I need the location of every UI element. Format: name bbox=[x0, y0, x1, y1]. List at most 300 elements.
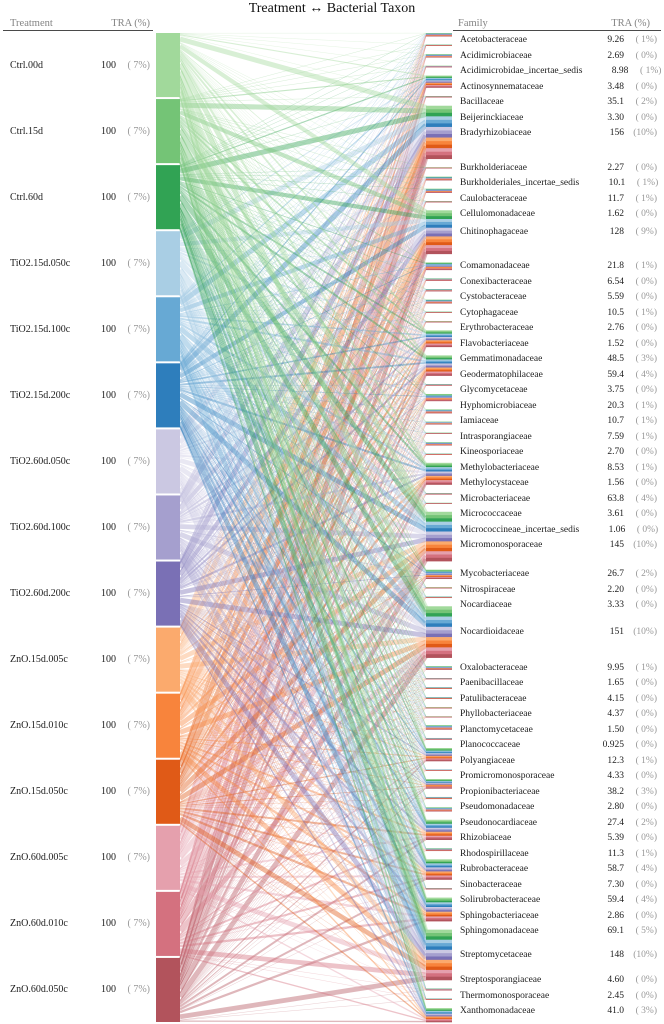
treatment-pct: ( 7%) bbox=[127, 654, 150, 666]
treatment-name: ZnO.60d.010c bbox=[10, 918, 68, 930]
treatment-node-bar bbox=[156, 628, 180, 692]
family-name: Conexibacteraceae bbox=[460, 276, 532, 287]
family-row bbox=[460, 894, 657, 906]
family-name: Cytophagaceae bbox=[460, 307, 519, 318]
family-name: Mycobacteriaceae bbox=[460, 569, 530, 580]
family-name: Oxalobacteraceae bbox=[460, 662, 528, 673]
family-node-segment bbox=[426, 630, 452, 634]
family-value: 9.95 bbox=[607, 662, 624, 673]
family-value: 69.1 bbox=[607, 926, 624, 937]
family-pct: ( 0%) bbox=[635, 584, 657, 595]
family-pct: ( 0%) bbox=[635, 724, 657, 735]
family-row bbox=[460, 755, 657, 767]
treatment-value: 100 bbox=[101, 984, 116, 996]
family-row bbox=[460, 369, 657, 381]
family-pct: ( 1%) bbox=[635, 462, 657, 473]
treatment-value: 100 bbox=[101, 125, 116, 137]
family-row bbox=[460, 584, 657, 596]
family-value: 1.65 bbox=[607, 678, 624, 689]
family-node-segment bbox=[426, 269, 452, 270]
family-node-segment bbox=[426, 127, 452, 131]
family-row bbox=[460, 708, 657, 720]
family-row bbox=[460, 801, 657, 813]
treatment-pct: ( 7%) bbox=[127, 918, 150, 930]
treatment-node-bar bbox=[156, 231, 180, 295]
treatment-name: ZnO.60d.005c bbox=[10, 852, 68, 864]
family-row bbox=[460, 322, 657, 334]
family-node-segment bbox=[426, 374, 452, 376]
family-row bbox=[460, 177, 657, 189]
family-node-segment bbox=[426, 57, 452, 58]
family-name: Thermomonosporaceae bbox=[460, 990, 550, 1001]
family-row bbox=[460, 34, 657, 46]
family-pct: ( 0%) bbox=[635, 50, 657, 61]
treatment-name: TiO2.15d.200c bbox=[10, 389, 71, 401]
family-row bbox=[460, 353, 657, 365]
family-row bbox=[460, 990, 657, 1002]
family-name: Methylocystaceae bbox=[460, 478, 529, 489]
family-node-segment bbox=[426, 963, 452, 967]
family-name: Chitinophagaceae bbox=[460, 227, 529, 238]
family-value: 2.45 bbox=[607, 990, 624, 1001]
family-pct: ( 0%) bbox=[635, 276, 657, 287]
family-name: Pseudonocardiaceae bbox=[460, 817, 538, 828]
family-name: Iamiaceae bbox=[460, 416, 499, 427]
family-value: 7.30 bbox=[607, 879, 624, 890]
family-row bbox=[460, 384, 657, 396]
family-pct: ( 1%) bbox=[635, 261, 657, 272]
family-node-segment bbox=[426, 545, 452, 549]
family-node-segment bbox=[426, 239, 452, 242]
family-value: 10.7 bbox=[607, 416, 624, 427]
family-pct: (10%) bbox=[633, 626, 657, 637]
family-name: Flavobacteriaceae bbox=[460, 338, 529, 349]
family-node-segment bbox=[426, 141, 452, 145]
family-name: Acidimicrobiaceae bbox=[460, 50, 532, 61]
family-pct: ( 0%) bbox=[635, 292, 657, 303]
family-node-segment bbox=[426, 36, 452, 37]
family-name: Burkholderiaceae bbox=[460, 162, 527, 173]
family-value: 3.48 bbox=[607, 81, 624, 92]
family-pct: ( 0%) bbox=[635, 693, 657, 704]
family-pct: ( 3%) bbox=[635, 1006, 657, 1016]
treatment-name: Ctrl.00d bbox=[10, 59, 44, 71]
treatment-row bbox=[10, 59, 150, 72]
treatment-node-bar bbox=[156, 892, 180, 956]
family-node-segment bbox=[426, 956, 452, 960]
family-pct: ( 1%) bbox=[635, 193, 657, 204]
family-node-segment bbox=[426, 120, 452, 124]
treatment-node-bar bbox=[156, 826, 180, 890]
family-node-segment bbox=[426, 610, 452, 614]
family-name: Actinosynnemataceae bbox=[460, 81, 544, 92]
treatment-node-bar bbox=[156, 562, 180, 626]
family-node-segment bbox=[426, 522, 452, 526]
family-pct: ( 4%) bbox=[635, 864, 657, 875]
family-value: 26.7 bbox=[607, 569, 624, 580]
family-node-segment bbox=[426, 555, 452, 559]
family-value: 2.86 bbox=[607, 910, 624, 921]
family-row bbox=[460, 81, 657, 93]
family-node-segment bbox=[426, 245, 452, 248]
family-pct: ( 0%) bbox=[635, 209, 657, 220]
family-value: 0.925 bbox=[602, 740, 624, 751]
family-pct: ( 4%) bbox=[635, 369, 657, 380]
family-value: 5.39 bbox=[607, 833, 624, 844]
family-name: Micrococcineae_incertae_sedis bbox=[460, 524, 580, 535]
family-value: 1.52 bbox=[607, 338, 624, 349]
family-node-segment bbox=[426, 138, 452, 142]
family-name: Planococcaceae bbox=[460, 740, 521, 751]
family-value: 1.62 bbox=[607, 209, 624, 220]
family-name: Planctomycetaceae bbox=[460, 724, 533, 735]
family-name: Paenibacillaceae bbox=[460, 678, 524, 689]
family-value: 12.3 bbox=[607, 755, 624, 766]
family-node-segment bbox=[426, 109, 452, 113]
family-row bbox=[460, 508, 657, 520]
family-row bbox=[460, 462, 657, 474]
family-row bbox=[460, 626, 657, 638]
family-node-segment bbox=[426, 943, 452, 947]
family-pct: ( 0%) bbox=[635, 600, 657, 611]
family-pct: ( 1%) bbox=[635, 431, 657, 442]
family-node-segment bbox=[426, 512, 452, 516]
family-value: 38.2 bbox=[607, 786, 624, 797]
family-row bbox=[460, 832, 657, 844]
treatment-row bbox=[10, 191, 150, 204]
family-row bbox=[460, 974, 657, 986]
treatment-row bbox=[10, 653, 150, 666]
flow-ribbon bbox=[180, 36, 426, 96]
family-row bbox=[460, 677, 657, 689]
family-value: 3.30 bbox=[607, 112, 624, 123]
family-node-segment bbox=[426, 180, 452, 181]
family-node-segment bbox=[426, 617, 452, 621]
flow-ribbon bbox=[180, 990, 426, 1020]
family-pct: ( 0%) bbox=[635, 910, 657, 921]
treatment-name: TiO2.60d.100c bbox=[10, 522, 71, 533]
treatment-value: 100 bbox=[101, 522, 116, 533]
family-node-segment bbox=[426, 967, 452, 971]
family-row bbox=[460, 739, 657, 751]
family-value: 58.7 bbox=[607, 864, 624, 875]
treatment-pct: ( 7%) bbox=[127, 522, 150, 533]
treatment-name: ZnO.15d.010c bbox=[10, 720, 68, 732]
treatment-name: TiO2.15d.100c bbox=[10, 323, 71, 335]
treatment-node-bar bbox=[156, 694, 180, 758]
family-node-segment bbox=[426, 940, 452, 944]
family-value: 10.5 bbox=[607, 307, 624, 318]
family-value: 3.75 bbox=[607, 385, 624, 396]
treatment-name: ZnO.15d.050c bbox=[10, 786, 68, 798]
family-row bbox=[460, 568, 657, 580]
family-node-segment bbox=[426, 623, 452, 627]
family-name: Phyllobacteriaceae bbox=[460, 709, 532, 720]
family-name: Streptomycetaceae bbox=[460, 949, 532, 960]
family-node-segment bbox=[426, 541, 452, 545]
family-node-segment bbox=[426, 788, 452, 789]
family-node-segment bbox=[426, 148, 452, 152]
family-row bbox=[460, 817, 657, 829]
family-value: 9.26 bbox=[607, 35, 624, 45]
treatment-pct: ( 7%) bbox=[127, 455, 150, 467]
family-node-segment bbox=[426, 878, 452, 880]
treatment-row bbox=[10, 851, 150, 864]
family-pct: ( 0%) bbox=[635, 990, 657, 1001]
family-pct: ( 1%) bbox=[635, 400, 657, 411]
family-node-segment bbox=[426, 641, 452, 645]
family-row bbox=[460, 400, 657, 412]
treatment-node-bar bbox=[156, 297, 180, 361]
family-node-segment bbox=[426, 548, 452, 552]
family-name: Hyphomicrobiaceae bbox=[460, 400, 537, 411]
family-node-segment bbox=[426, 960, 452, 964]
family-pct: ( 0%) bbox=[635, 447, 657, 458]
family-node-segment bbox=[426, 654, 452, 658]
family-row bbox=[460, 863, 657, 875]
family-pct: (10%) bbox=[633, 949, 657, 960]
treatment-row bbox=[10, 455, 150, 468]
family-name: Kineosporiaceae bbox=[460, 447, 524, 458]
family-node-segment bbox=[426, 551, 452, 555]
left-header-tra: TRA (%) bbox=[111, 18, 150, 29]
treatment-node-bar bbox=[156, 958, 180, 1022]
family-name: Geodermatophilaceae bbox=[460, 369, 543, 380]
family-value: 7.59 bbox=[607, 431, 624, 442]
treatment-pct: ( 7%) bbox=[127, 125, 150, 137]
family-name: Beijerinckiaceae bbox=[460, 112, 524, 123]
family-row bbox=[460, 276, 657, 288]
treatment-pct: ( 7%) bbox=[127, 389, 150, 401]
family-node-segment bbox=[426, 647, 452, 651]
family-name: Rhizobiaceae bbox=[460, 833, 512, 844]
family-name: Erythrobacteraceae bbox=[460, 323, 534, 334]
family-pct: ( 2%) bbox=[635, 97, 657, 107]
family-name: Cystobacteraceae bbox=[460, 292, 527, 303]
family-value: 27.4 bbox=[607, 817, 624, 828]
treatment-pct: ( 7%) bbox=[127, 984, 150, 996]
family-value: 11.3 bbox=[607, 848, 624, 859]
family-value: 6.54 bbox=[607, 276, 624, 287]
family-name: Micrococcaceae bbox=[460, 509, 522, 520]
family-node-segment bbox=[426, 613, 452, 617]
family-row bbox=[460, 910, 657, 922]
family-node-segment bbox=[426, 228, 452, 231]
family-node-segment bbox=[426, 87, 452, 88]
family-node-segment bbox=[426, 236, 452, 239]
family-row bbox=[460, 193, 657, 205]
family-row bbox=[460, 493, 657, 505]
family-node-segment bbox=[426, 216, 452, 219]
family-value: 1.06 bbox=[608, 524, 626, 535]
family-pct: ( 0%) bbox=[635, 879, 657, 890]
family-name: Sphingomonadaceae bbox=[460, 926, 539, 937]
family-pct: ( 1%) bbox=[640, 66, 662, 76]
family-name: Sphingobacteriaceae bbox=[460, 910, 539, 921]
family-value: 35.1 bbox=[607, 97, 624, 107]
family-node-segment bbox=[426, 303, 452, 304]
family-value: 156 bbox=[609, 128, 624, 138]
treatment-value: 100 bbox=[101, 786, 116, 798]
family-pct: ( 0%) bbox=[635, 338, 657, 349]
family-name: Microbacteriaceae bbox=[460, 493, 531, 504]
treatment-node-bar bbox=[156, 495, 180, 559]
flow-ribbon bbox=[180, 33, 426, 44]
family-name: Sinobacteraceae bbox=[460, 879, 522, 890]
family-node-segment bbox=[426, 116, 452, 120]
family-pct: ( 1%) bbox=[635, 307, 657, 318]
family-name: Bradyrhizobiaceae bbox=[460, 128, 532, 138]
family-pct: ( 0%) bbox=[635, 771, 657, 782]
family-value: 59.4 bbox=[607, 895, 624, 906]
family-row bbox=[460, 599, 657, 611]
family-value: 4.37 bbox=[607, 709, 624, 720]
family-value: 63.8 bbox=[607, 493, 624, 504]
family-name: Methylobacteriaceae bbox=[460, 462, 540, 473]
family-node-segment bbox=[426, 578, 452, 579]
family-row bbox=[460, 770, 657, 782]
family-node-segment bbox=[426, 130, 452, 134]
family-pct: ( 0%) bbox=[635, 162, 657, 173]
family-name: Propionibacteriaceae bbox=[460, 786, 540, 797]
treatment-value: 100 bbox=[101, 323, 116, 335]
family-value: 2.20 bbox=[607, 584, 624, 595]
family-name: Rhodospirillaceae bbox=[460, 848, 529, 859]
treatment-value: 100 bbox=[101, 59, 116, 71]
family-value: 48.5 bbox=[607, 354, 624, 365]
family-name: Acetobacteraceae bbox=[460, 35, 527, 45]
treatment-value: 100 bbox=[101, 257, 116, 269]
family-name: Polyangiaceae bbox=[460, 755, 515, 766]
treatment-row bbox=[10, 719, 150, 732]
family-name: Bacillaceae bbox=[460, 97, 504, 107]
family-node-segment bbox=[426, 219, 452, 222]
family-node-segment bbox=[426, 483, 452, 485]
treatment-name: Ctrl.15d bbox=[10, 125, 44, 137]
family-node-segment bbox=[426, 933, 452, 937]
treatment-pct: ( 7%) bbox=[127, 257, 150, 269]
family-row bbox=[460, 446, 657, 458]
family-row bbox=[460, 524, 657, 536]
treatment-name: TiO2.60d.200c bbox=[10, 588, 71, 600]
family-value: 2.80 bbox=[607, 802, 624, 813]
family-node-segment bbox=[426, 651, 452, 655]
family-name: Burkholderiales_incertae_sedis bbox=[460, 178, 580, 189]
family-pct: ( 0%) bbox=[635, 802, 657, 813]
family-name: Xanthomonadaceae bbox=[460, 1006, 535, 1016]
family-node-segment bbox=[426, 134, 452, 138]
family-value: 2.76 bbox=[607, 323, 624, 334]
family-row bbox=[460, 96, 657, 108]
family-value: 145 bbox=[609, 540, 624, 551]
family-pct: ( 0%) bbox=[635, 478, 657, 489]
family-pct: ( 0%) bbox=[635, 509, 657, 520]
family-name: Nocardioidaceae bbox=[460, 626, 524, 637]
treatment-pct: ( 7%) bbox=[127, 786, 150, 798]
family-name: Rubrobacteraceae bbox=[460, 864, 529, 875]
family-node-segment bbox=[426, 346, 452, 347]
family-node-segment bbox=[426, 811, 452, 812]
family-node-segment bbox=[426, 535, 452, 539]
family-name: Promicromonosporaceae bbox=[460, 771, 555, 782]
family-row bbox=[460, 208, 657, 220]
family-value: 8.53 bbox=[607, 462, 624, 473]
right-header-family: Family bbox=[458, 18, 488, 29]
family-row bbox=[460, 291, 657, 303]
family-node-segment bbox=[426, 113, 452, 117]
family-node-segment bbox=[426, 248, 452, 251]
family-pct: ( 0%) bbox=[635, 740, 657, 751]
family-node-segment bbox=[426, 1021, 452, 1022]
treatment-row bbox=[10, 257, 150, 270]
treatment-value: 100 bbox=[101, 389, 116, 401]
family-value: 59.4 bbox=[607, 369, 624, 380]
treatment-value: 100 bbox=[101, 654, 116, 666]
treatment-node-bar bbox=[156, 165, 180, 229]
family-value: 1.56 bbox=[607, 478, 624, 489]
family-node-segment bbox=[426, 970, 452, 974]
family-pct: ( 1%) bbox=[635, 755, 657, 766]
family-row bbox=[460, 879, 657, 891]
family-name: Comamonadaceae bbox=[460, 261, 530, 272]
family-node-segment bbox=[426, 251, 452, 254]
family-node-segment bbox=[426, 920, 452, 922]
family-node-segment bbox=[426, 538, 452, 542]
treatment-row bbox=[10, 587, 150, 600]
family-value: 4.60 bbox=[607, 975, 624, 985]
family-node-segment bbox=[426, 242, 452, 245]
family-node-segment bbox=[426, 558, 452, 562]
family-row bbox=[460, 162, 657, 174]
family-pct: ( 1%) bbox=[635, 35, 657, 45]
family-node-segment bbox=[426, 606, 452, 610]
family-node-segment bbox=[426, 760, 452, 761]
treatment-node-bar bbox=[156, 760, 180, 824]
treatment-row bbox=[10, 125, 150, 138]
family-row bbox=[460, 226, 657, 238]
family-pct: ( 9%) bbox=[635, 227, 657, 238]
treatment-value: 100 bbox=[101, 720, 116, 732]
family-value: 21.8 bbox=[607, 261, 624, 272]
family-node-segment bbox=[426, 620, 452, 624]
treatment-node-bar bbox=[156, 363, 180, 427]
family-pct: (10%) bbox=[633, 540, 657, 551]
family-row bbox=[460, 724, 657, 736]
family-row bbox=[460, 539, 657, 551]
family-node-segment bbox=[426, 532, 452, 536]
treatment-pct: ( 7%) bbox=[127, 720, 150, 732]
treatment-value: 100 bbox=[101, 455, 116, 467]
family-node-segment bbox=[426, 525, 452, 529]
family-value: 10.1 bbox=[608, 178, 626, 189]
family-value: 3.33 bbox=[607, 600, 624, 611]
family-pct: ( 3%) bbox=[635, 786, 657, 797]
family-value: 2.69 bbox=[607, 50, 624, 61]
treatment-name: ZnO.60d.050c bbox=[10, 984, 68, 996]
family-row bbox=[460, 1005, 657, 1017]
family-node-segment bbox=[426, 637, 452, 641]
family-node-segment bbox=[426, 528, 452, 532]
family-node-segment bbox=[426, 973, 452, 977]
family-pct: ( 4%) bbox=[635, 895, 657, 906]
family-name: Acidimicrobidae_incertae_sedis bbox=[460, 66, 583, 76]
family-pct: ( 2%) bbox=[635, 817, 657, 828]
flow-ribbon bbox=[180, 105, 426, 111]
family-node-segment bbox=[426, 222, 452, 225]
treatment-row bbox=[10, 983, 150, 996]
family-node-segment bbox=[426, 936, 452, 940]
family-pct: ( 0%) bbox=[635, 833, 657, 844]
